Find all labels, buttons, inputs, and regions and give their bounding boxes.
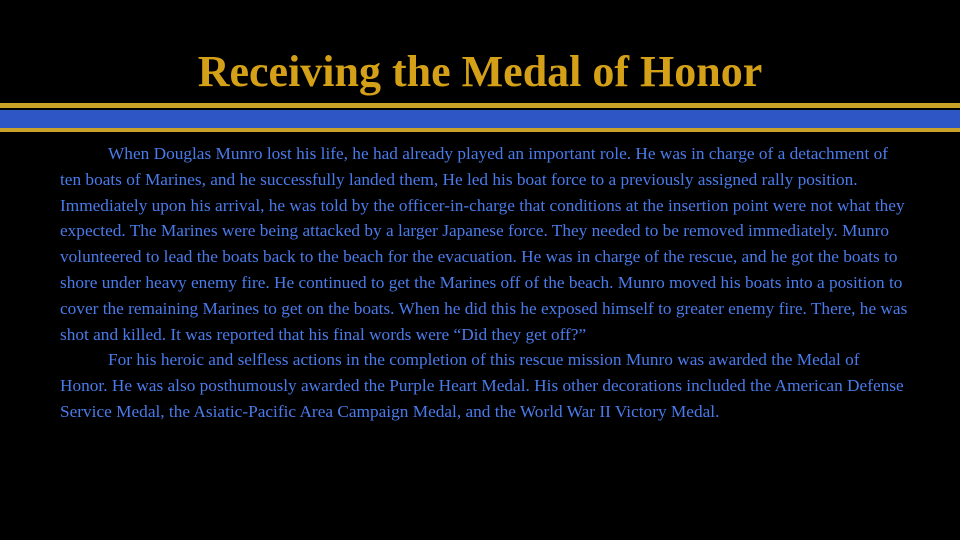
title-underline-gold-bottom — [0, 128, 960, 132]
body-paragraph-1: When Douglas Munro lost his life, he had already played an important role. He was in charge of a detachment of ten boats of Marines, and he successfully landed them, He led his boat force to a previously assigned rally position. Immediately upon his arrival, he was told by the officer-in-charge that conditions at the insertion point were not what they expected. The Marines were being attacked by a larger Japanese force. They needed to be removed immediately. Munro volunteered to lead the boats back to the beach for the evacuation. He was in charge of the rescue, and he got the boats to shore under heavy enemy fire. He continued to get the Marines off of the beach. Munro moved his boats into a position to cover the remaining Marines to get on the boats. When he did this he exposed himself to greater enemy fire. There, he was shot and killed. It was reported that his final words were “Did they get off?” — [60, 144, 908, 344]
body-text — [60, 141, 908, 425]
body-paragraph-2: For his heroic and selfless actions in the completion of this rescue mission Munro was awarded the Medal of Honor. He was also posthumously awarded the Purple Heart Medal. His other decorations included the American Defense Service Medal, the Asiatic-Pacific Area Campaign Medal, and the World War II Victory Medal. — [60, 350, 904, 421]
title-underline-gold-top — [0, 103, 960, 108]
title-underline-blue — [0, 110, 960, 128]
slide-title: Receiving the Medal of Honor — [197, 47, 763, 96]
